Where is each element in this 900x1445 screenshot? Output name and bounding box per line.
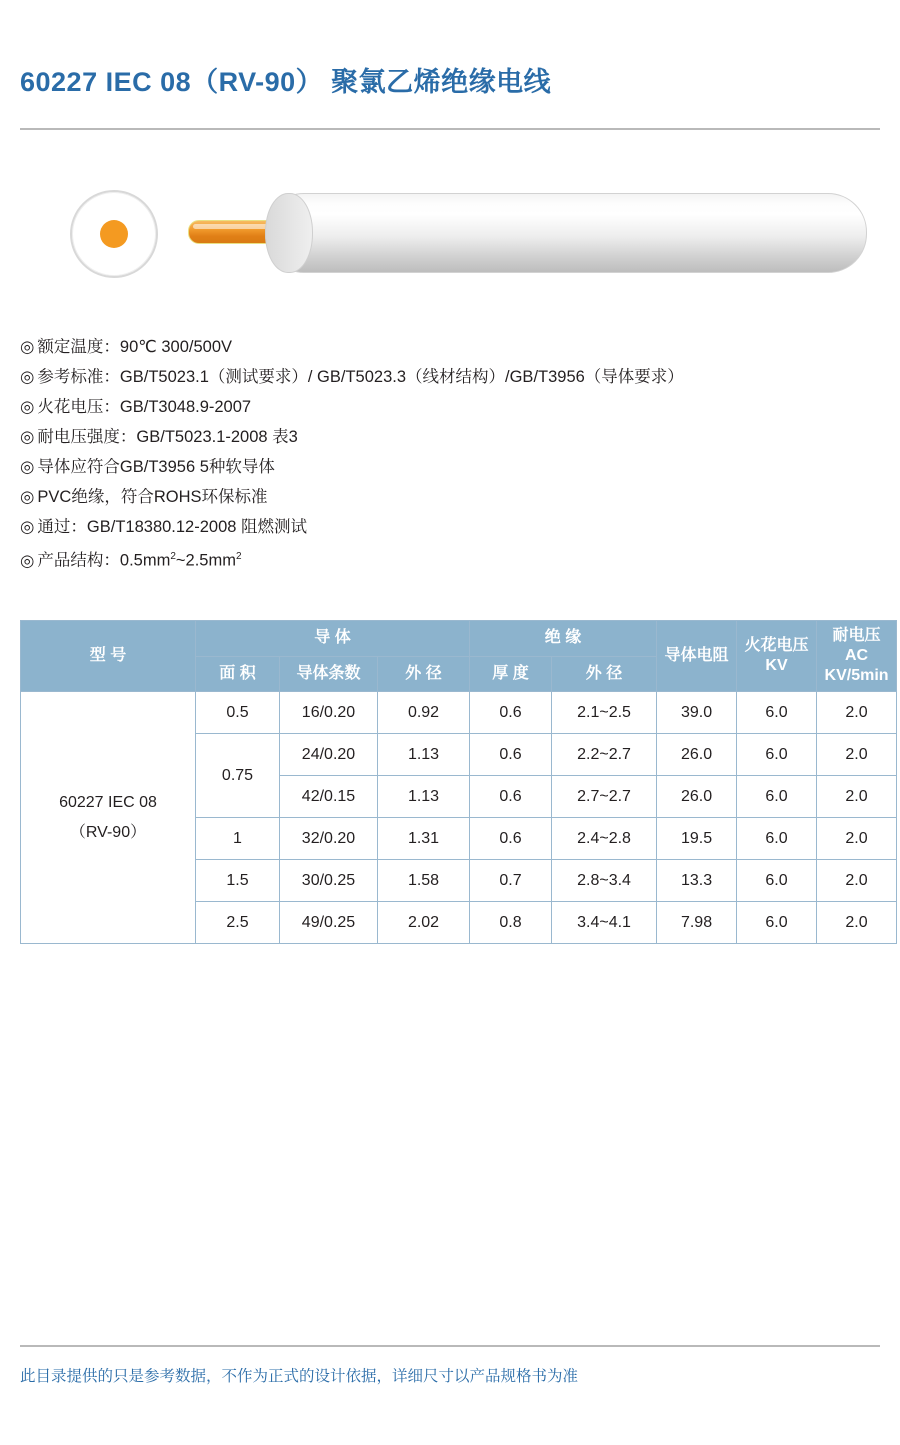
cell-withstand: 2.0 (817, 776, 897, 818)
cell-conductor-od: 1.58 (378, 860, 470, 902)
product-structure-max: ~2.5mm (175, 551, 236, 570)
specification-table (20, 620, 897, 944)
footer-divider (20, 1345, 880, 1347)
withstand-voltage-line-3: KV/5min (824, 667, 889, 684)
cell-strands: 32/0.20 (280, 818, 378, 860)
cell-strands: 16/0.20 (280, 692, 378, 734)
cell-resistance: 26.0 (657, 776, 737, 818)
cell-thickness: 0.6 (470, 692, 552, 734)
spec-text: 通过：GB/T18380.12-2008 阻燃测试 (37, 518, 308, 536)
spark-voltage-line-1: 火花电压 (744, 637, 809, 654)
cell-spark: 6.0 (737, 860, 817, 902)
cell-resistance: 39.0 (657, 692, 737, 734)
bullet-icon: ◎ (20, 428, 35, 446)
column-header-insulation: 绝 缘 (470, 621, 657, 657)
cell-thickness: 0.8 (470, 902, 552, 944)
cell-strands: 24/0.20 (280, 734, 378, 776)
cell-strands: 42/0.15 (280, 776, 378, 818)
column-header-area: 面 积 (196, 656, 280, 692)
cell-thickness: 0.7 (470, 860, 552, 902)
cell-area: 1 (196, 818, 280, 860)
list-item (20, 422, 890, 452)
page-title: 60227 IEC 08（RV-90） 聚氯乙烯绝缘电线 (20, 67, 552, 97)
spec-text: 耐电压强度：GB/T5023.1-2008 表3 (37, 428, 298, 446)
cell-area: 0.75 (196, 734, 280, 818)
cell-insulation-od: 2.7~2.7 (552, 776, 657, 818)
cell-conductor-od: 1.13 (378, 734, 470, 776)
cell-withstand: 2.0 (817, 734, 897, 776)
table-header (21, 621, 897, 692)
withstand-voltage-line-1: 耐电压 (832, 627, 881, 644)
list-item (20, 482, 890, 512)
cell-insulation-od: 2.2~2.7 (552, 734, 657, 776)
cell-thickness: 0.6 (470, 818, 552, 860)
product-structure-min-exp: 2 (170, 551, 176, 562)
list-item (20, 332, 890, 362)
model-line-2: （RV-90） (69, 823, 147, 841)
cell-area: 2.5 (196, 902, 280, 944)
cell-withstand: 2.0 (817, 692, 897, 734)
cell-area: 0.5 (196, 692, 280, 734)
spec-text: PVC绝缘，符合ROHS环保标准 (37, 488, 268, 506)
product-structure-max-exp: 2 (235, 551, 242, 562)
list-item (20, 392, 890, 422)
cell-insulation-od: 2.8~3.4 (552, 860, 657, 902)
bullet-icon: ◎ (20, 488, 35, 506)
cell-thickness: 0.6 (470, 776, 552, 818)
bullet-icon: ◎ (20, 338, 35, 356)
cell-conductor-od: 1.13 (378, 776, 470, 818)
bullet-icon: ◎ (20, 551, 35, 570)
cell-resistance: 13.3 (657, 860, 737, 902)
cable-cross-section-icon (70, 190, 158, 278)
cable-illustration (20, 185, 880, 305)
list-item (20, 452, 890, 482)
withstand-voltage-line-2: AC (844, 647, 869, 664)
cell-withstand: 2.0 (817, 860, 897, 902)
page-header (20, 60, 880, 99)
cell-spark: 6.0 (737, 818, 817, 860)
spec-text: 额定温度：90℃ 300/500V (37, 338, 233, 356)
bullet-icon: ◎ (20, 458, 35, 476)
spec-text: 参考标准：GB/T5023.1（测试要求）/ GB/T5023.3（线材结构）/GB/T3956（导体要求） (37, 368, 684, 386)
spark-voltage-line-2: KV (765, 657, 788, 674)
cell-spark: 6.0 (737, 902, 817, 944)
cell-spark: 6.0 (737, 692, 817, 734)
cable-jacket-end (265, 193, 313, 273)
specification-list (20, 332, 890, 576)
table-header-row-1 (21, 621, 897, 657)
cell-conductor-od: 1.31 (378, 818, 470, 860)
bullet-icon: ◎ (20, 518, 35, 536)
cell-resistance: 7.98 (657, 902, 737, 944)
specification-table-wrapper (20, 620, 889, 944)
cell-area: 1.5 (196, 860, 280, 902)
cell-resistance: 19.5 (657, 818, 737, 860)
column-header-withstand-voltage (817, 621, 897, 692)
header-divider (20, 128, 880, 130)
cell-insulation-od: 3.4~4.1 (552, 902, 657, 944)
table-body (21, 692, 897, 944)
cell-conductor-od: 0.92 (378, 692, 470, 734)
column-header-insulation-od: 外 径 (552, 656, 657, 692)
spec-text: 火花电压：GB/T3048.9-2007 (37, 398, 252, 416)
cell-conductor-od: 2.02 (378, 902, 470, 944)
spec-text: 导体应符合GB/T3956 5种软导体 (37, 458, 275, 476)
bullet-icon: ◎ (20, 368, 35, 386)
column-header-strands: 导体条数 (280, 656, 378, 692)
cell-resistance: 26.0 (657, 734, 737, 776)
column-header-spark-voltage (737, 621, 817, 692)
cell-spark: 6.0 (737, 776, 817, 818)
product-structure-label: 产品结构： (37, 551, 120, 570)
cell-insulation-od: 2.1~2.5 (552, 692, 657, 734)
column-header-thickness: 厚 度 (470, 656, 552, 692)
table-row (21, 692, 897, 734)
cell-model (21, 692, 196, 944)
cell-withstand: 2.0 (817, 902, 897, 944)
cell-thickness: 0.6 (470, 734, 552, 776)
cell-withstand: 2.0 (817, 818, 897, 860)
list-item-product-structure (20, 542, 890, 576)
column-header-conductor-od: 外 径 (378, 656, 470, 692)
column-header-resistance: 导体电阻 (657, 621, 737, 692)
cell-strands: 49/0.25 (280, 902, 378, 944)
list-item (20, 362, 890, 392)
bullet-icon: ◎ (20, 398, 35, 416)
cable-jacket (265, 193, 867, 273)
column-header-model: 型 号 (21, 621, 196, 692)
cell-strands: 30/0.25 (280, 860, 378, 902)
product-structure-min: 0.5mm (119, 551, 171, 570)
cell-insulation-od: 2.4~2.8 (552, 818, 657, 860)
list-item (20, 512, 890, 542)
cell-spark: 6.0 (737, 734, 817, 776)
footer-note: 此目录提供的只是参考数据，不作为正式的设计依据，详细尺寸以产品规格书为准 (20, 1368, 579, 1385)
model-line-1: 60227 IEC 08 (59, 793, 157, 811)
column-header-conductor: 导 体 (196, 621, 470, 657)
